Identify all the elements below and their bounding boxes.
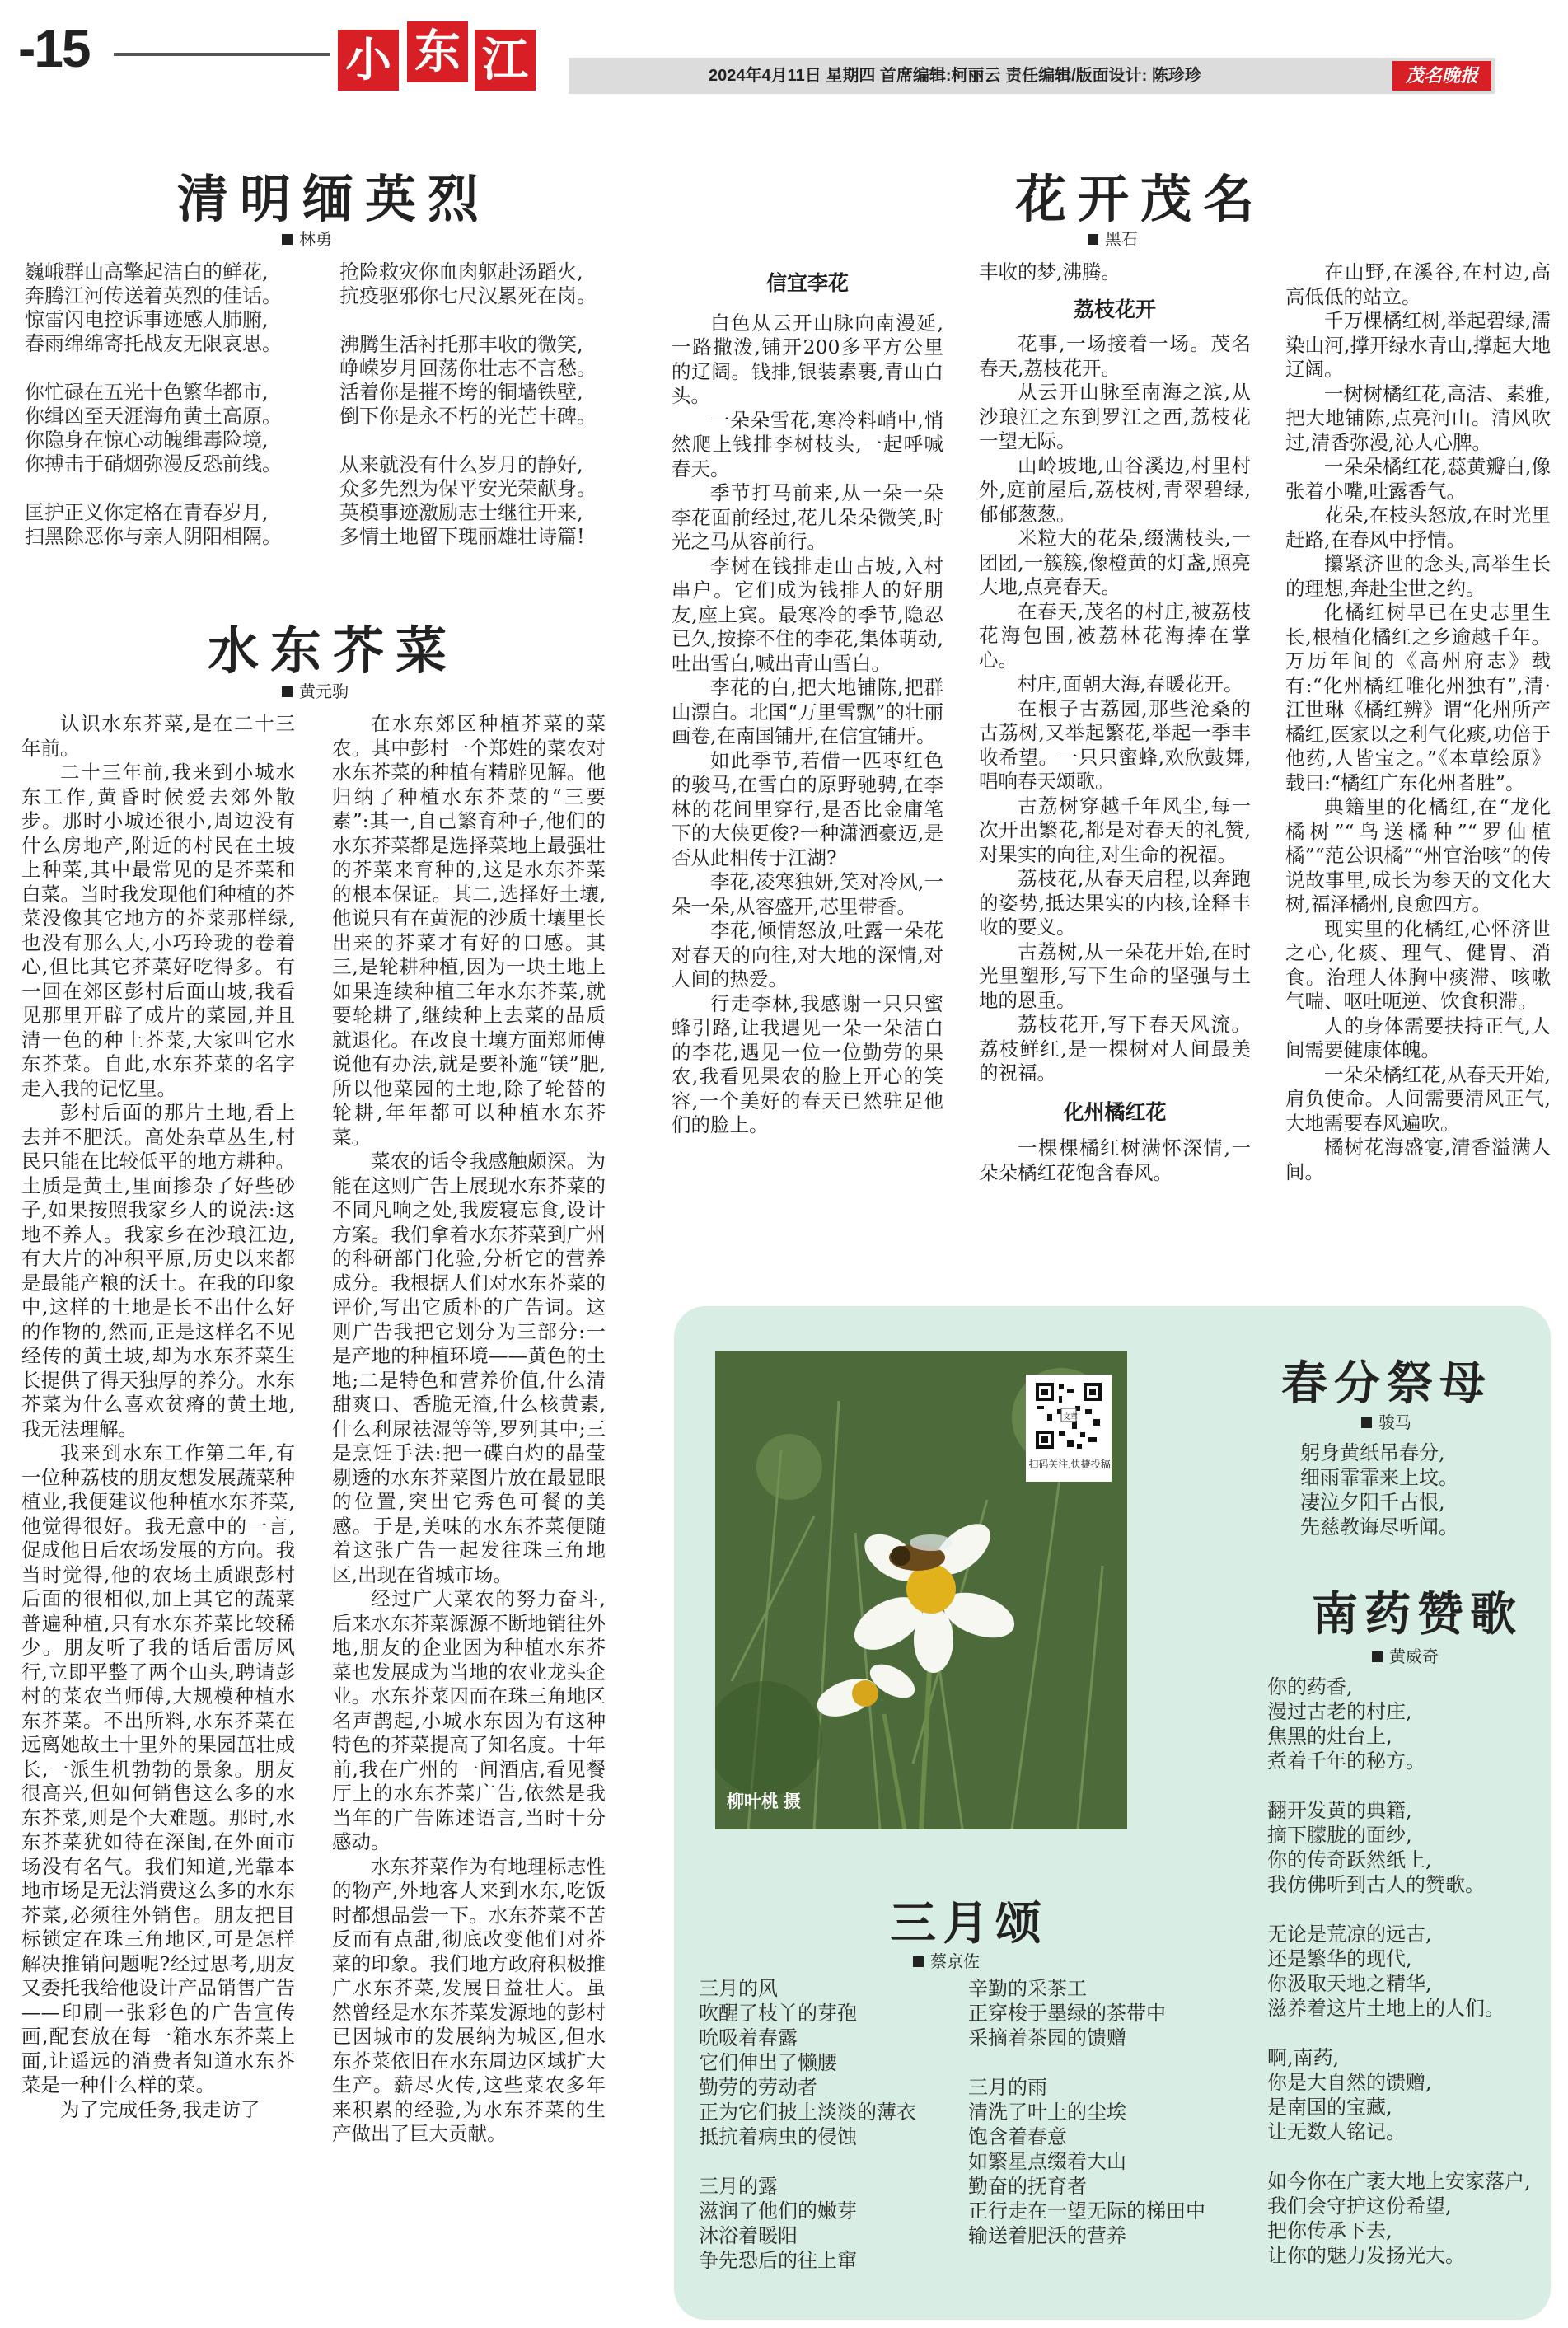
poem-line: 它们伸出了懒腰 [699, 2051, 837, 2074]
paragraph: 现实里的化橘红,心怀济世之心,化痰、理气、健胃、消食。治理人体胸中痰滞、咳嗽气喘、呕吐呃逆、饮食积滞。 [1285, 916, 1551, 1013]
paragraph: 一朵朵雪花,寒冷料峭中,悄然爬上钱排李树枝头,一起呼喊春天。 [672, 408, 943, 480]
poem-line: 正为它们披上淡淡的薄衣 [699, 2101, 916, 2124]
paragraph: 典籍里的化橘红,在“龙化橘树”“鸟送橘种”“罗仙植橘”“范公识橘”“州官治咳”的传说故事里,成长为参天的文化大树,福泽橘州,良愈四方。 [1285, 795, 1551, 916]
paragraph: 从云开山脉至南海之滨,从沙琅江之东到罗江之西,荔枝花一望无际。 [979, 381, 1251, 452]
poem-line: 多情土地留下瑰丽雄壮诗篇! [339, 525, 585, 548]
poem-line: 采摘着茶园的馈赠 [968, 2026, 1126, 2049]
paragraph: 水东芥菜作为有地理标志性的物产,外地客人来到水东,吃饭时都想品尝一下。水东芥菜不苦反而有点甜,彻底改变他们对芥菜的印象。我们地方政府积极推广水东芥菜,发展日益壮大。虽然曾经是水东芥菜发源地的彭村已因城市的发展纳为城区,但水东芥菜依旧在水东周边区域扩大生产。薪尽火传,这些菜农多年来积累的经验,为水东芥菜的生产做出了巨大贡献。 [332, 1854, 606, 2145]
section-char: 东 [407, 21, 468, 82]
poem-line: 焦黑的灶台上, [1267, 1725, 1392, 1748]
stanza-break [968, 2050, 1240, 2075]
paragraph: 米粒大的花朵,缀满枝头,一团团,一簇簇,像橙黄的灯盏,照亮大地,点亮春天。 [979, 527, 1251, 598]
poem-line: 漫过古老的村庄, [1267, 1700, 1412, 1723]
poem-line: 你的药香, [1267, 1675, 1353, 1698]
article-title: 三月颂 [890, 1896, 1048, 1951]
poem-line: 你隐身在惊心动魄缉毒险境, [25, 429, 269, 452]
poem-line: 把你传承下去, [1267, 2219, 1392, 2242]
poem-line: 勤劳的劳动者 [699, 2076, 817, 2099]
poem-line: 惊雷闪电控诉事迹感人肺腑, [25, 308, 269, 331]
poem-line: 凄泣夕阳千古恨, [1300, 1491, 1445, 1514]
qr-label: 扫码关注,快捷投稿 [1028, 1459, 1111, 1470]
poem-line: 春雨绵绵寄托战友无限哀思。 [25, 332, 282, 355]
poem-line: 滋润了他们的嫩芽 [699, 2199, 857, 2223]
poem-line: 从来就没有什么岁月的静好, [339, 453, 583, 476]
text-column [332, 712, 606, 2147]
paragraph: 李树在钱排走山占坡,入村串户。它们成为钱排人的好朋友,座上宾。最寒冷的季节,隐忍已久,按捺不住的李花,集体萌动,吐出雪白,喊出青山雪白。 [672, 554, 943, 675]
poem-line: 清洗了叶上的尘埃 [968, 2101, 1126, 2124]
poem-line: 吹醒了枝丫的芽孢 [699, 2002, 857, 2025]
poem-line: 峥嵘岁月回荡你壮志不言愁。 [339, 357, 597, 380]
poem-line: 匡护正义你定格在青春岁月, [25, 501, 269, 524]
section-logo [338, 18, 541, 94]
poem-line: 先慈教诲尽听闻。 [1300, 1515, 1458, 1539]
poem-column [1267, 1675, 1539, 2268]
poem-line: 你汲取天地之精华, [1267, 1972, 1432, 1995]
poem-line: 无论是荒凉的远古, [1267, 1923, 1432, 1946]
paragraph: 花朵,在枝头怒放,在时光里赶路,在春风中抒情。 [1285, 504, 1551, 551]
paragraph: 李花,倾情怒放,吐露一朵花对春天的向往,对大地的深情,对人间的热爱。 [672, 919, 943, 991]
poem-line: 奔腾江河传送着英烈的佳话。 [25, 284, 282, 307]
poem-line: 饱含着春意 [968, 2125, 1067, 2148]
poem-line: 三月的露 [699, 2175, 778, 2198]
paragraph: 一朵朵橘红花,从春天开始,肩负使命。人间需要清风正气,大地需要春风遍吹。 [1285, 1062, 1551, 1135]
poem-line: 你搏击于硝烟弥漫反恐前线。 [25, 452, 282, 475]
paragraph: 一树树橘红花,高洁、素雅,把大地铺陈,点亮河山。清风吹过,清香弥漫,沁人心脾。 [1285, 382, 1551, 454]
photo-caption: 柳叶桃 摄 [727, 1792, 801, 1811]
poem-line: 三月的风 [699, 1977, 778, 2000]
paragraph: 在根子古荔园,那些沧桑的古荔树,又举起繁花,举起一季丰收希望。一只只蜜蜂,欢欣鼓舞,唱响春天颂歌。 [979, 696, 1251, 793]
paragraph: 丰收的梦,沸腾。 [979, 260, 1121, 283]
poem-line: 让你的魅力发扬光大。 [1267, 2244, 1465, 2267]
qr-badge: 文章 [1063, 1412, 1079, 1421]
section-char: 江 [475, 30, 536, 91]
poem-line: 正穿梭于墨绿的茶带中 [968, 2002, 1166, 2025]
article-title: 春分祭母 [1281, 1356, 1492, 1411]
paragraph: 认识水东芥菜,是在二十三年前。 [21, 712, 295, 760]
article-title: 水东芥菜 [208, 621, 459, 681]
poem-line: 你缉凶至天涯海角黄土高原。 [25, 405, 282, 428]
poem-line: 抗疫驱邪你七尺汉累死在岗。 [339, 284, 597, 307]
paragraph: 古荔树,从一朵花开始,在时光里塑形,写下生命的坚强与土地的恩重。 [979, 939, 1251, 1012]
stanza-break [339, 308, 611, 333]
article-title: 花开茂名 [1015, 169, 1266, 229]
poem-line: 沐浴着暖阳 [699, 2224, 798, 2247]
byline: 黄元驹 [282, 678, 349, 702]
paragraph: 在山野,在溪谷,在村边,高高低低的站立。 [1285, 260, 1551, 308]
stanza-break [1267, 1897, 1539, 1922]
poem-line: 活着你是摧不垮的铜墙铁壁, [339, 381, 583, 404]
paragraph: 荔枝花开,写下春天风流。荔枝鲜红,是一棵树对人间最美的祝福。 [979, 1013, 1251, 1084]
text-column [979, 260, 1251, 1185]
byline: 蔡京佐 [913, 1948, 980, 1972]
paragraph: 化橘红树早已在史志里生长,根植化橘红之乡逾越千年。万历年间的《高州府志》载有:“化州橘红唯化州独有”,清·江世琳《橘红辨》谓“化州所产橘红,医家以之利气化痰,功倍于他药,人皆宝之。”《本草绘原》载曰:“橘红广东化州者胜”。 [1285, 601, 1551, 794]
dateline-bar [569, 58, 1495, 94]
paragraph: 白色从云开山脉向南漫延,一路撒泼,铺开200多平方公里的辽阔。钱排,银装素裹,青山白头。 [672, 311, 943, 407]
poem-line: 摘下朦胧的面纱, [1267, 1824, 1412, 1847]
poem-line: 啊,南药, [1267, 2046, 1340, 2069]
poem-line: 是南国的宝藏, [1267, 2096, 1392, 2119]
section-heading: 化州橘红花 [1063, 1100, 1167, 1124]
poem-column [1300, 1440, 1531, 1539]
byline: 林勇 [282, 226, 332, 250]
paragraph: 经过广大菜农的努力奋斗,后来水东芥菜源源不断地销往外地,朋友的企业因为种植水东芥菜也发展成为当地的农业龙头企业。水东芥菜因而在珠三角地区名声鹊起,小城水东因为有这种特色的芥菜提高了知名度。十年前,我在广州的一间酒店,看见餐厅上的水东芥菜广告,依然是我当年的广告陈述语言,当时十分感动。 [332, 1587, 606, 1853]
paragraph: 在春天,茂名的村庄,被荔枝花海包围,被荔林花海捧在掌心。 [979, 599, 1251, 672]
poem-line: 你是大自然的馈赠, [1267, 2071, 1432, 2094]
paragraph: 人的身体需要扶持正气,人间需要健康体魄。 [1285, 1014, 1551, 1061]
poem-line: 滋养着这片土地上的人们。 [1267, 1997, 1505, 2020]
poem-line: 躬身黄纸吊春分, [1300, 1441, 1445, 1464]
text-column [672, 272, 943, 1138]
paragraph: 菜农的话令我感触颇深。为能在这则广告上展现水东芥菜的不同凡响之处,我废寝忘食,设计方案。我们拿着水东芥菜到广州的科研部门化验,分析它的营养成分。我根据人们对水东芥菜的评价,写出它质朴的广告词。这则广告我把它划分为三部分:一是产地的种植环境——黄色的土地;二是特色和营养价值,什么清甜爽口、香脆无渣,什么核黄素,什么利尿祛湿等等,罗列其中;三是烹饪手法:把一碟白灼的晶莹剔透的水东芥菜图片放在最显眼的位置,突出它秀色可餐的美感。于是,美味的水东芥菜便随着这张广告一起发往珠三角地区,出现在省城市场。 [332, 1150, 606, 1586]
poem-column [699, 1976, 962, 2273]
poem-line: 争先恐后的往上窜 [699, 2249, 857, 2272]
section-heading: 荔枝花开 [1073, 297, 1156, 321]
poem-line: 让无数人铭记。 [1267, 2120, 1406, 2143]
poem-line: 如繁星点缀着大山 [968, 2150, 1126, 2173]
poem-line: 辛勤的采茶工 [968, 1977, 1087, 2000]
byline: 骏马 [1361, 1409, 1411, 1433]
paragraph: 古荔树穿越千年风尘,每一次开出繁花,都是对春天的礼赞,对果实的向往,对生命的祝福。 [979, 794, 1251, 866]
poem-line: 抢险救灾你血肉躯赴汤蹈火, [339, 260, 583, 283]
paragraph: 李花,凌寒独妍,笑对冷风,一朵一朵,从容盛开,芯里带香。 [672, 870, 943, 918]
stanza-break [1267, 1773, 1539, 1798]
poem-column [968, 1976, 1240, 2248]
paragraph: 攥紧济世的念头,高举生长的理想,奔赴尘世之约。 [1285, 552, 1551, 600]
poem-column [339, 260, 611, 549]
paragraph: 一棵棵橘红树满怀深情,一朵朵橘红花饱含春风。 [979, 1136, 1251, 1184]
poem-line: 沸腾生活衬托那丰收的微笑, [339, 333, 583, 356]
poem-column [25, 260, 330, 549]
paragraph: 一朵朵橘红花,蕊黄瓣白,像张着小嘴,吐露香气。 [1285, 455, 1551, 503]
poem-line: 你的传奇跃然纸上, [1267, 1848, 1432, 1871]
poem-line: 抵抗着病虫的侵蚀 [699, 2125, 857, 2148]
paragraph: 彭村后面的那片土地,看上去并不肥沃。高处杂草丛生,村民只能在比较低平的地方耕种。土质是黄土,里面掺杂了好些砂子,如果按照我家乡人的说法:这地不养人。我家乡在沙琅江边,有大片的冲积平原,历史以来都是最能产粮的沃土。在我的印象中,这样的土地是长不出什么好的作物的,然而,正是这样名不见经传的黄土坡,却为水东芥菜生长提供了得天独厚的养分。水东芥菜为什么喜欢贫瘠的黄土地,我无法理解。 [21, 1101, 295, 1440]
paragraph: 如此季节,若借一匹枣红色的骏马,在雪白的原野驰骋,在李林的花间里穿行,是否比金庸笔下的大侠更俊?一种潇洒豪迈,是否从此相传于江湖? [672, 748, 943, 869]
poem-line: 我们会守护这份希望, [1267, 2195, 1452, 2218]
poem-line: 勤奋的抚育者 [968, 2175, 1087, 2198]
stanza-break [1267, 2144, 1539, 2169]
poem-line: 吮吸着春露 [699, 2026, 798, 2049]
text-column [1285, 260, 1551, 1184]
poem-line: 输送着肥沃的营养 [968, 2224, 1126, 2247]
article-title: 清明缅英烈 [177, 169, 491, 229]
paragraph: 橘树花海盛宴,清香溢满人间。 [1285, 1136, 1551, 1183]
poem-line: 还是繁华的现代, [1267, 1947, 1412, 1970]
dateline: 2024年4月11日 星期四 首席编辑:柯丽云 责任编辑/版面设计: 陈珍珍 [709, 67, 1201, 85]
stanza-break [339, 429, 611, 453]
poem-line: 煮着千年的秘方。 [1267, 1750, 1425, 1773]
poem-line: 你忙碌在五光十色繁华都市, [25, 381, 269, 404]
page-number: -15 [18, 19, 90, 78]
poem-line: 我仿佛听到古人的赞歌。 [1267, 1873, 1485, 1896]
paragraph: 行走李林,我感谢一只只蜜蜂引路,让我遇见一朵一朵洁白的李花,遇见一位一位勤劳的果农,我看见果农的脸上开心的笑容,一个美好的春天已然驻足他们的脸上。 [672, 991, 943, 1136]
paragraph: 村庄,面朝大海,春暖花开。 [1018, 672, 1243, 696]
paragraph: 在水东郊区种植芥菜的菜农。其中彭村一个郑姓的菜农对水东芥菜的种植有精辟见解。他归纳了种植水东芥菜的“三要素”:其一,自己繁育种子,他们的水东芥菜都是选择菜地上最强壮的芥菜来育种的,这是水东芥菜的根本保证。其二,选择好土壤,他说只有在黄泥的沙质土壤里长出来的芥菜才有好的口感。其三,是轮耕种植,因为一块土地上如果连续种植三年水东芥菜,就要轮耕了,继续种上去菜的品质就退化。在改良土壤方面郑师傅说他有办法,就是要补施“镁”肥,所以他菜园的土地,除了轮替的轮耕,年年都可以种植水东芥菜。 [332, 712, 606, 1149]
poem-line: 英模事迹激励志士继往开来, [339, 501, 583, 524]
header-rule [114, 53, 330, 56]
byline: 黄威奇 [1372, 1643, 1439, 1667]
byline: 黑石 [1088, 226, 1138, 250]
stanza-break [25, 476, 330, 501]
paragraph: 花事,一场接着一场。茂名春天,荔枝花开。 [979, 332, 1251, 380]
poem-line: 众多先烈为保平安光荣献身。 [339, 477, 597, 500]
stanza-break [25, 356, 330, 381]
paragraph: 为了完成任务,我走访了 [60, 2097, 260, 2121]
poem-line: 如今你在广袤大地上安家落户, [1267, 2170, 1531, 2193]
paragraph: 李花的白,把大地铺陈,把群山漂白。北国“万里雪飘”的壮丽画卷,在南国铺开,在信宜铺开。 [672, 676, 943, 747]
paragraph: 千万棵橘红树,举起碧绿,濡染山河,撑开绿水青山,撑起大地辽阔。 [1285, 309, 1551, 381]
text-column [21, 712, 295, 2122]
poem-line: 翻开发黄的典籍, [1267, 1799, 1412, 1822]
qr-code-icon[interactable] [1034, 1381, 1103, 1450]
newspaper-brand: 茂名晚报 [1392, 61, 1491, 91]
paragraph: 山岭坡地,山谷溪边,村里村外,庭前屋后,荔枝树,青翠碧绿,郁郁葱葱。 [979, 453, 1251, 526]
poem-line: 三月的雨 [968, 2076, 1047, 2099]
paragraph: 我来到水东工作第二年,有一位种荔枝的朋友想发展蔬菜种植业,我便建议他种植水东芥菜,他觉得很好。我无意中的一言,促成他日后农场发展的方向。我当时觉得,他的农场土质跟彭村后面的很相似,加上其它的蔬菜普遍种植,只有水东芥菜比较稀少。朋友听了我的话后雷厉风行,立即平整了两个山头,聘请彭村的菜农当师傅,大规模种植水东芥菜。不出所料,水东芥菜在远离她故土十里外的果园茁壮成长,一派生机勃勃的景象。朋友很高兴,但如何销售这么多的水东芥菜,则是个大难题。那时,水东芥菜犹如待在深闺,在外面市场没有名气。我们知道,光靠本地市场是无法消费这么多的水东芥菜,必须往外销售。朋友把目标锁定在珠三角地区,可是怎样解决推销问题呢?经过思考,朋友又委托我给他设计产品销售广告——印刷一张彩色的广告宣传画,配套放在每一箱水东芥菜上面,让遥远的消费者知道水东芥菜是一种什么样的菜。 [21, 1441, 295, 2096]
paragraph: 二十三年前,我来到小城水东工作,黄昏时候爱去郊外散步。那时小城还很小,周边没有什么房地产,附近的村民在土坡上种菜,其中最常见的是芥菜和白菜。当时我发现他们种植的芥菜没像其它地方的芥菜那样绿,也没有那么大,小巧玲珑的卷着心,但比其它芥菜好吃得多。有一回在郊区彭村后面山坡,我看见那里开辟了成片的菜园,并且清一色的种上芥菜,大家叫它水东芥菜。自此,水东芥菜的名字走入我的记忆里。 [21, 761, 295, 1100]
poem-line: 巍峨群山高擎起洁白的鲜花, [25, 260, 269, 283]
poem-line: 细雨霏霏来上坟。 [1300, 1466, 1458, 1489]
paragraph: 季节打马前来,从一朵一朵李花面前经过,花儿朵朵微笑,时光之马从容前行。 [672, 481, 943, 553]
stanza-break [699, 2149, 962, 2174]
section-char: 小 [338, 30, 399, 91]
section-heading: 信宜李花 [765, 272, 849, 295]
stanza-break [1267, 2021, 1539, 2045]
poem-line: 扫黑除恶你与亲人阴阳相隔。 [25, 525, 282, 548]
article-title: 南药赞歌 [1312, 1587, 1523, 1642]
paragraph: 荔枝花,从春天启程,以奔跑的姿势,抵达果实的内核,诠释丰收的要义。 [979, 867, 1251, 939]
poem-line: 倒下你是永不朽的光芒丰碑。 [339, 405, 597, 428]
poem-line: 正行走在一望无际的梯田中 [968, 2199, 1205, 2223]
